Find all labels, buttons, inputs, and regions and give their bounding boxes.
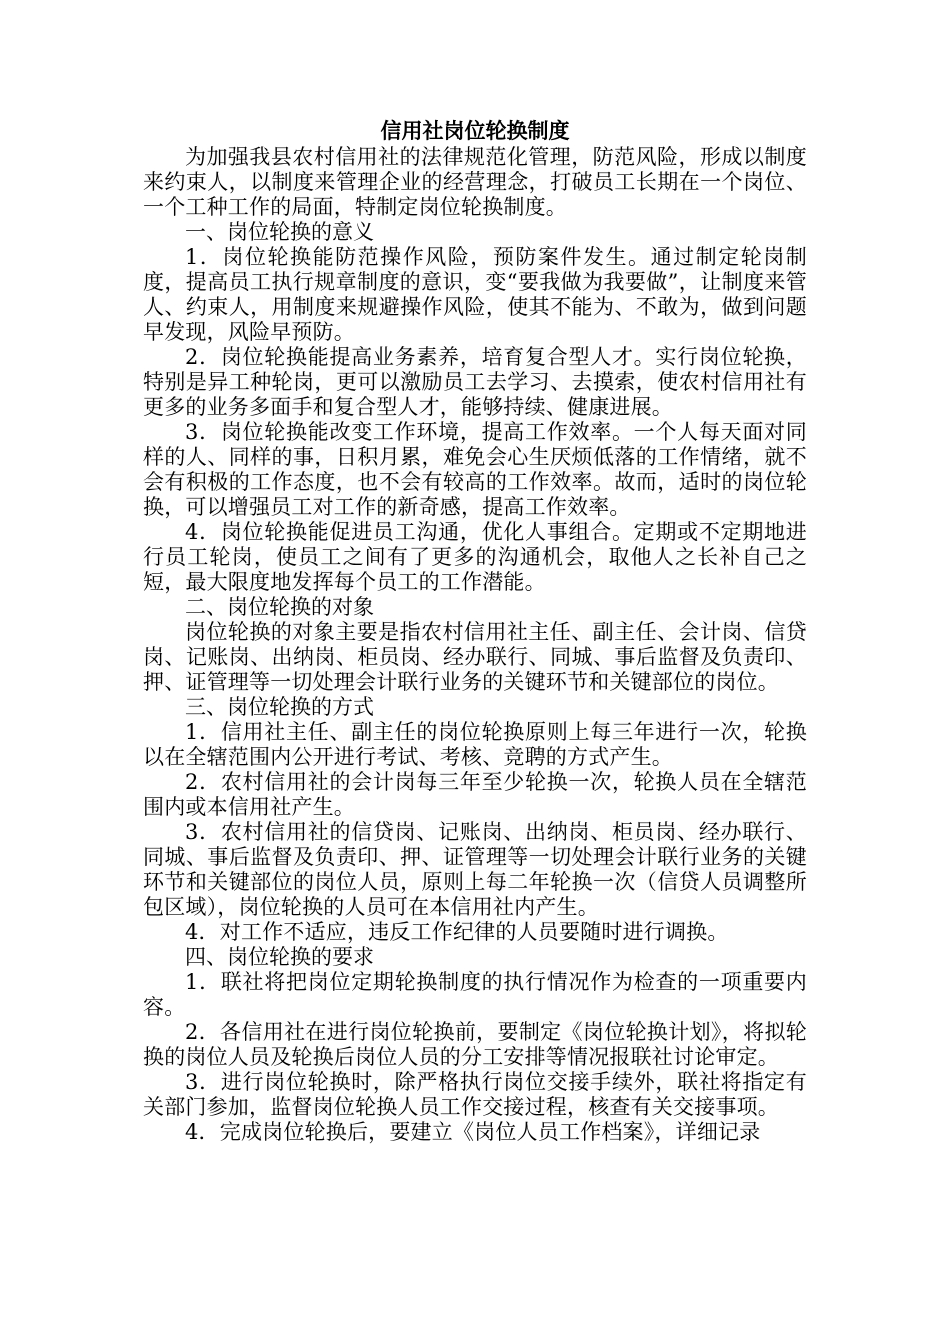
- paragraph-1-2: 2．岗位轮换能提高业务素养，培育复合型人才。实行岗位轮换，特别是异工种轮岗，更可以激励员工去学习、去摸索，使农村信用社有更多的业务多面手和复合型人才，能够持续、健康进展。: [143, 345, 807, 419]
- intro-paragraph: 为加强我县农村信用社的法律规范化管理，防范风险，形成以制度来约束人，以制度来管理企业的经营理念，打破员工长期在一个岗位、一个工种工作的局面，特制定岗位轮换制度。: [143, 145, 807, 219]
- section-heading-4: 四、岗位轮换的要求: [185, 945, 374, 969]
- paragraph-3-1: 1．信用社主任、副主任的岗位轮换原则上每三年进行一次，轮换以在全辖范围内公开进行考试、考核、竞聘的方式产生。: [143, 720, 807, 769]
- paragraph-1-3: 3．岗位轮换能改变工作环境，提高工作效率。一个人每天面对同样的人、同样的事，日积月累，难免会心生厌烦低落的工作情绪，就不会有积极的工作态度，也不会有较高的工作效率。故而，适时的岗位轮换，可以增强员工对工作的新奇感，提高工作效率。: [143, 420, 807, 519]
- section-heading-1: 一、岗位轮换的意义: [185, 220, 374, 244]
- paragraph-3-3: 3．农村信用社的信贷岗、记账岗、出纳岗、柜员岗、经办联行、同城、事后监督及负责印、押、证管理等一切处理会计联行业务的关键环节和关键部位的岗位人员，原则上每二年轮换一次（信贷人员调整所包区域），岗位轮换的人员可在本信用社内产生。: [143, 820, 807, 919]
- paragraph-4-3: 3．进行岗位轮换时，除严格执行岗位交接手续外，联社将指定有关部门参加，监督岗位轮换人员工作交接过程，核查有关交接事项。: [143, 1070, 807, 1119]
- document-page: [143, 118, 807, 1145]
- paragraph-3-4: 4．对工作不适应，违反工作纪律的人员要随时进行调换。: [185, 920, 729, 944]
- paragraph-4-2: 2．各信用社在进行岗位轮换前，要制定《岗位轮换计划》，将拟轮换的岗位人员及轮换后岗位人员的分工安排等情况报联社讨论审定。: [143, 1020, 807, 1069]
- paragraph-3-2: 2．农村信用社的会计岗每三年至少轮换一次，轮换人员在全辖范围内或本信用社产生。: [143, 770, 807, 819]
- paragraph-1-4: 4．岗位轮换能促进员工沟通，优化人事组合。定期或不定期地进行员工轮岗，使员工之间有了更多的沟通机会，取他人之长补自己之短，最大限度地发挥每个员工的工作潜能。: [143, 520, 807, 594]
- paragraph-4-4: 4．完成岗位轮换后，要建立《岗位人员工作档案》，详细记录: [185, 1120, 761, 1144]
- paragraph-4-1: 1．联社将把岗位定期轮换制度的执行情况作为检查的一项重要内容。: [143, 970, 807, 1019]
- paragraph-2-1: 岗位轮换的对象主要是指农村信用社主任、副主任、会计岗、信贷岗、记账岗、出纳岗、柜员岗、经办联行、同城、事后监督及负责印、押、证管理等一切处理会计联行业务的关键环节和关键部位的岗位。: [143, 620, 807, 694]
- section-heading-2: 二、岗位轮换的对象: [185, 595, 374, 619]
- section-heading-3: 三、岗位轮换的方式: [185, 695, 374, 719]
- paragraph-1-1: 1．岗位轮换能防范操作风险，预防案件发生。通过制定轮岗制度，提高员工执行规章制度的意识，变“要我做为我要做”，让制度来管人、约束人，用制度来规避操作风险，使其不能为、不敢为，做到问题早发现，风险早预防。: [143, 245, 807, 344]
- document-title: 信用社岗位轮换制度: [380, 118, 570, 143]
